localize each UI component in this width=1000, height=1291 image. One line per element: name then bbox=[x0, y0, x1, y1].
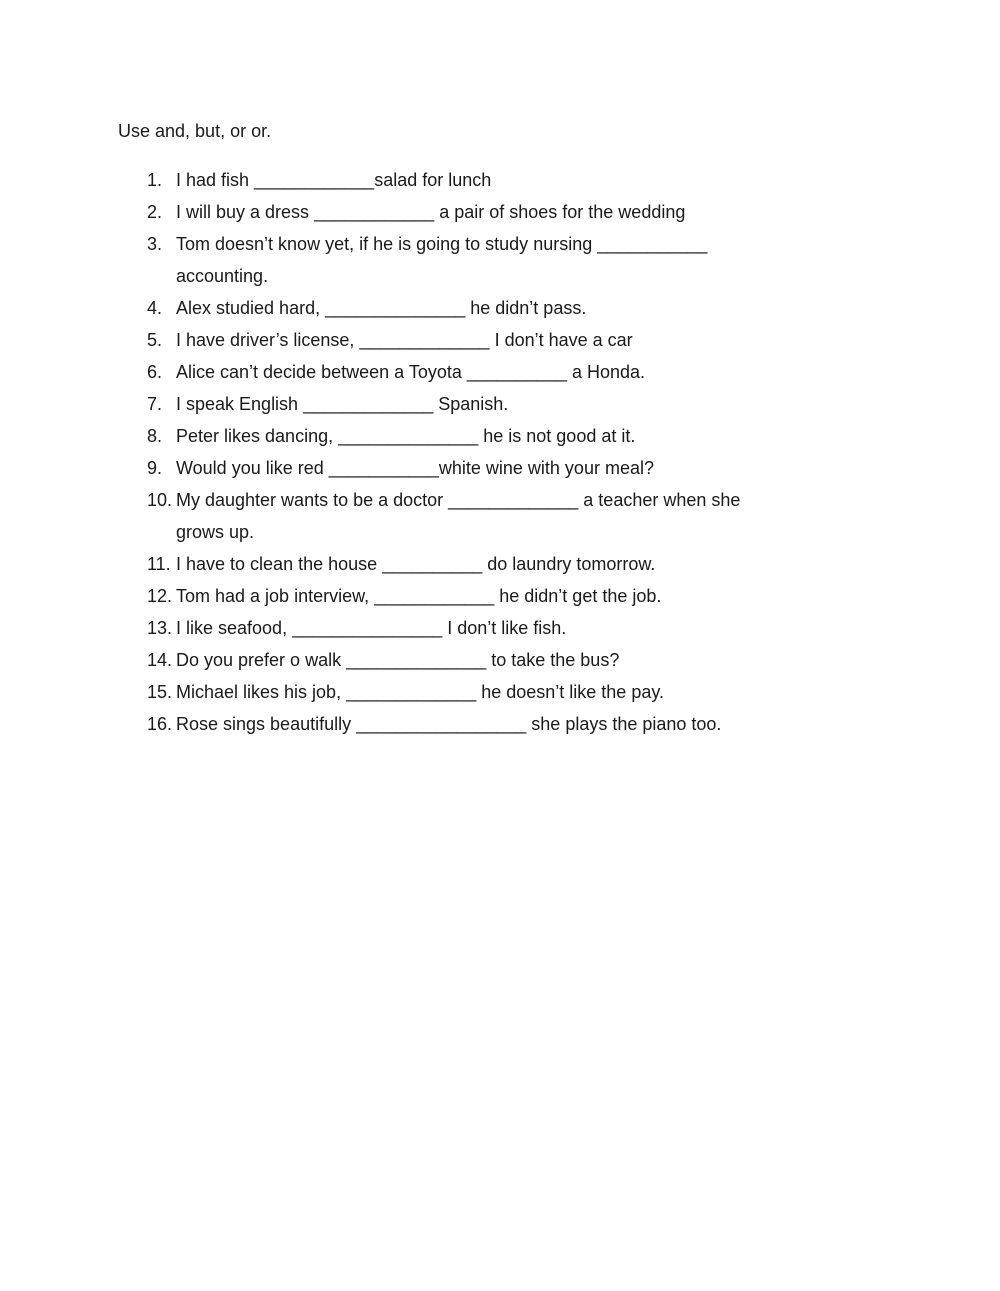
item-number: 4. bbox=[147, 298, 163, 318]
item-text bbox=[176, 488, 740, 512]
item-text-after: white wine with your meal? bbox=[438, 458, 654, 478]
exercise-item bbox=[147, 392, 907, 424]
item-number: 9. bbox=[147, 458, 163, 478]
item-text bbox=[176, 328, 633, 352]
item-text-after: a Honda. bbox=[566, 362, 646, 382]
item-text-after: Spanish. bbox=[433, 394, 509, 414]
item-text-after: salad for lunch bbox=[374, 170, 492, 190]
item-text bbox=[176, 712, 721, 736]
answer-blank[interactable]: _________________ bbox=[356, 714, 527, 734]
item-text bbox=[176, 680, 664, 704]
answer-blank[interactable]: _____________ bbox=[448, 490, 579, 510]
answer-blank[interactable]: _____________ bbox=[359, 330, 490, 350]
item-text-before: Peter likes dancing, bbox=[176, 426, 339, 446]
exercise-item bbox=[147, 552, 907, 584]
item-text-after: a teacher when she bbox=[578, 490, 741, 510]
item-text bbox=[176, 296, 586, 320]
item-number: 16. bbox=[147, 714, 173, 734]
item-text bbox=[176, 168, 491, 192]
item-text bbox=[176, 616, 566, 640]
item-text bbox=[176, 200, 685, 224]
item-text-before: I like seafood, bbox=[176, 618, 293, 638]
item-text bbox=[176, 552, 655, 576]
item-text-after: I don’t like fish. bbox=[442, 618, 567, 638]
item-number: 5. bbox=[147, 330, 163, 350]
item-number: 7. bbox=[147, 394, 163, 414]
item-text-before: Rose sings beautifully bbox=[176, 714, 357, 734]
item-text-before: Would you like red bbox=[176, 458, 329, 478]
item-text-before: Do you prefer o walk bbox=[176, 650, 347, 670]
item-text-before: Alice can’t decide between a Toyota bbox=[176, 362, 467, 382]
exercise-item bbox=[147, 328, 907, 360]
exercise-item bbox=[147, 680, 907, 712]
item-text bbox=[176, 392, 508, 416]
item-text bbox=[176, 360, 645, 384]
item-text-before: I speak English bbox=[176, 394, 304, 414]
answer-blank[interactable]: _______________ bbox=[292, 618, 443, 638]
item-text-before: Michael likes his job, bbox=[176, 682, 347, 702]
item-number: 3. bbox=[147, 234, 163, 254]
answer-blank[interactable]: ___________ bbox=[328, 458, 439, 478]
exercise-item bbox=[147, 360, 907, 392]
item-number: 11. bbox=[147, 554, 171, 574]
item-text-after: a pair of shoes for the wedding bbox=[434, 202, 686, 222]
item-text-after: he didn’t get the job. bbox=[494, 586, 662, 606]
answer-blank[interactable]: ____________ bbox=[314, 202, 435, 222]
item-text-before: Alex studied hard, bbox=[176, 298, 326, 318]
answer-blank[interactable]: ______________ bbox=[338, 426, 479, 446]
exercise-item bbox=[147, 488, 907, 520]
item-text-after: he doesn’t like the pay. bbox=[476, 682, 665, 702]
item-text-before: Tom had a job interview, bbox=[176, 586, 375, 606]
item-number: 12. bbox=[147, 586, 173, 606]
item-text-after: to take the bus? bbox=[486, 650, 620, 670]
item-text bbox=[176, 584, 661, 608]
exercise-item bbox=[147, 168, 907, 200]
exercise-item bbox=[147, 712, 907, 744]
exercise-item bbox=[147, 456, 907, 488]
item-text-after: do laundry tomorrow. bbox=[482, 554, 656, 574]
exercise-item bbox=[147, 424, 907, 456]
answer-blank[interactable]: _____________ bbox=[346, 682, 477, 702]
item-text-before: My daughter wants to be a doctor bbox=[176, 490, 449, 510]
exercise-item-continuation bbox=[147, 520, 907, 552]
answer-blank[interactable]: __________ bbox=[382, 554, 483, 574]
exercise-item bbox=[147, 584, 907, 616]
answer-blank[interactable]: ______________ bbox=[346, 650, 487, 670]
item-number: 6. bbox=[147, 362, 163, 382]
answer-blank[interactable]: ___________ bbox=[597, 234, 708, 254]
item-number: 13. bbox=[147, 618, 173, 638]
exercise-item-continuation bbox=[147, 264, 907, 296]
item-text-before: I had fish bbox=[176, 170, 255, 190]
item-text-after: I don’t have a car bbox=[489, 330, 633, 350]
answer-blank[interactable]: _____________ bbox=[303, 394, 434, 414]
answer-blank[interactable]: ____________ bbox=[254, 170, 375, 190]
exercise-item bbox=[147, 232, 907, 264]
exercise-item bbox=[147, 616, 907, 648]
item-number: 14. bbox=[147, 650, 173, 670]
item-text-continuation: grows up. bbox=[176, 522, 255, 542]
item-text-after: he is not good at it. bbox=[478, 426, 636, 446]
item-text bbox=[176, 424, 635, 448]
exercise-item bbox=[147, 648, 907, 680]
exercise-item bbox=[147, 200, 907, 232]
item-text-before: Tom doesn’t know yet, if he is going to study nursing bbox=[176, 234, 598, 254]
answer-blank[interactable]: ____________ bbox=[374, 586, 495, 606]
item-text bbox=[176, 648, 619, 672]
item-text bbox=[176, 232, 707, 256]
answer-blank[interactable]: ______________ bbox=[325, 298, 466, 318]
item-text-after: he didn’t pass. bbox=[465, 298, 587, 318]
item-number: 15. bbox=[147, 682, 173, 702]
item-text-continuation: accounting. bbox=[176, 266, 269, 286]
item-number: 10. bbox=[147, 490, 173, 510]
item-text-before: I will buy a dress bbox=[176, 202, 315, 222]
item-text-before: I have to clean the house bbox=[176, 554, 383, 574]
item-text-after: she plays the piano too. bbox=[526, 714, 722, 734]
item-number: 8. bbox=[147, 426, 163, 446]
item-number: 1. bbox=[147, 170, 163, 190]
exercise-list bbox=[147, 168, 907, 744]
answer-blank[interactable]: __________ bbox=[466, 362, 567, 382]
item-text-before: I have driver’s license, bbox=[176, 330, 360, 350]
item-text bbox=[176, 456, 654, 480]
instruction: Use and, but, or or. bbox=[118, 121, 272, 141]
exercise-item bbox=[147, 296, 907, 328]
item-number: 2. bbox=[147, 202, 163, 222]
